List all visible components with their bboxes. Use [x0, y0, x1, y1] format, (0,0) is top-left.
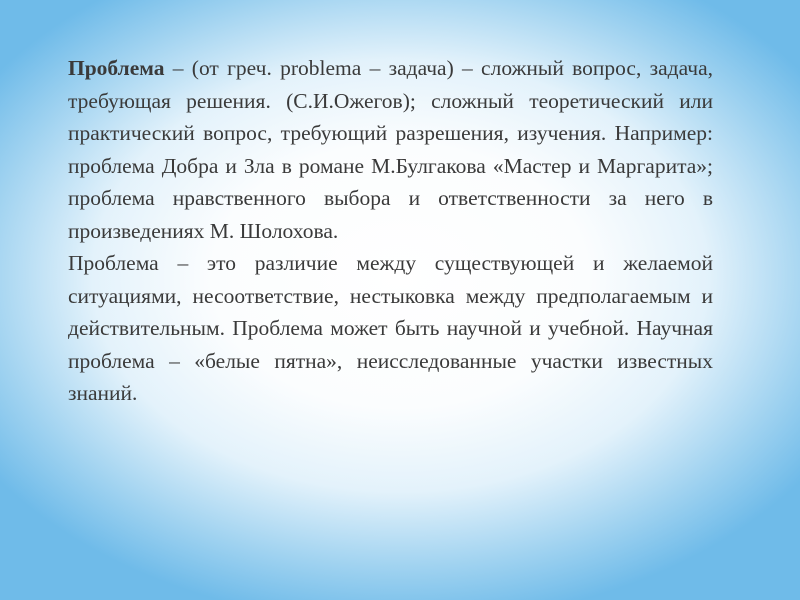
- slide-text-box: [68, 52, 713, 410]
- definition-text: – (от греч. problema – задача) – сложный вопрос, задача, требующая решения. (С.И.Ожегов); сложный теоретический или практический вопрос, требующий разрешения, изучения. Например: проблема Добра и Зла в романе М.Булгакова «Мастер и Маргарита»; проблема нравственного выбора и ответственности за него в произведениях М. Шолохова.: [68, 56, 713, 243]
- explanation-paragraph: Проблема – это различие между существующей и желаемой ситуациями, несоответствие, нестыковка между предполагаемым и действительным. Проблема может быть научной и учебной. Научная проблема – «белые пятна», неисследованные участки известных знаний.: [68, 251, 713, 405]
- definition-paragraph: [68, 52, 713, 247]
- term-bold: Проблема: [68, 56, 165, 80]
